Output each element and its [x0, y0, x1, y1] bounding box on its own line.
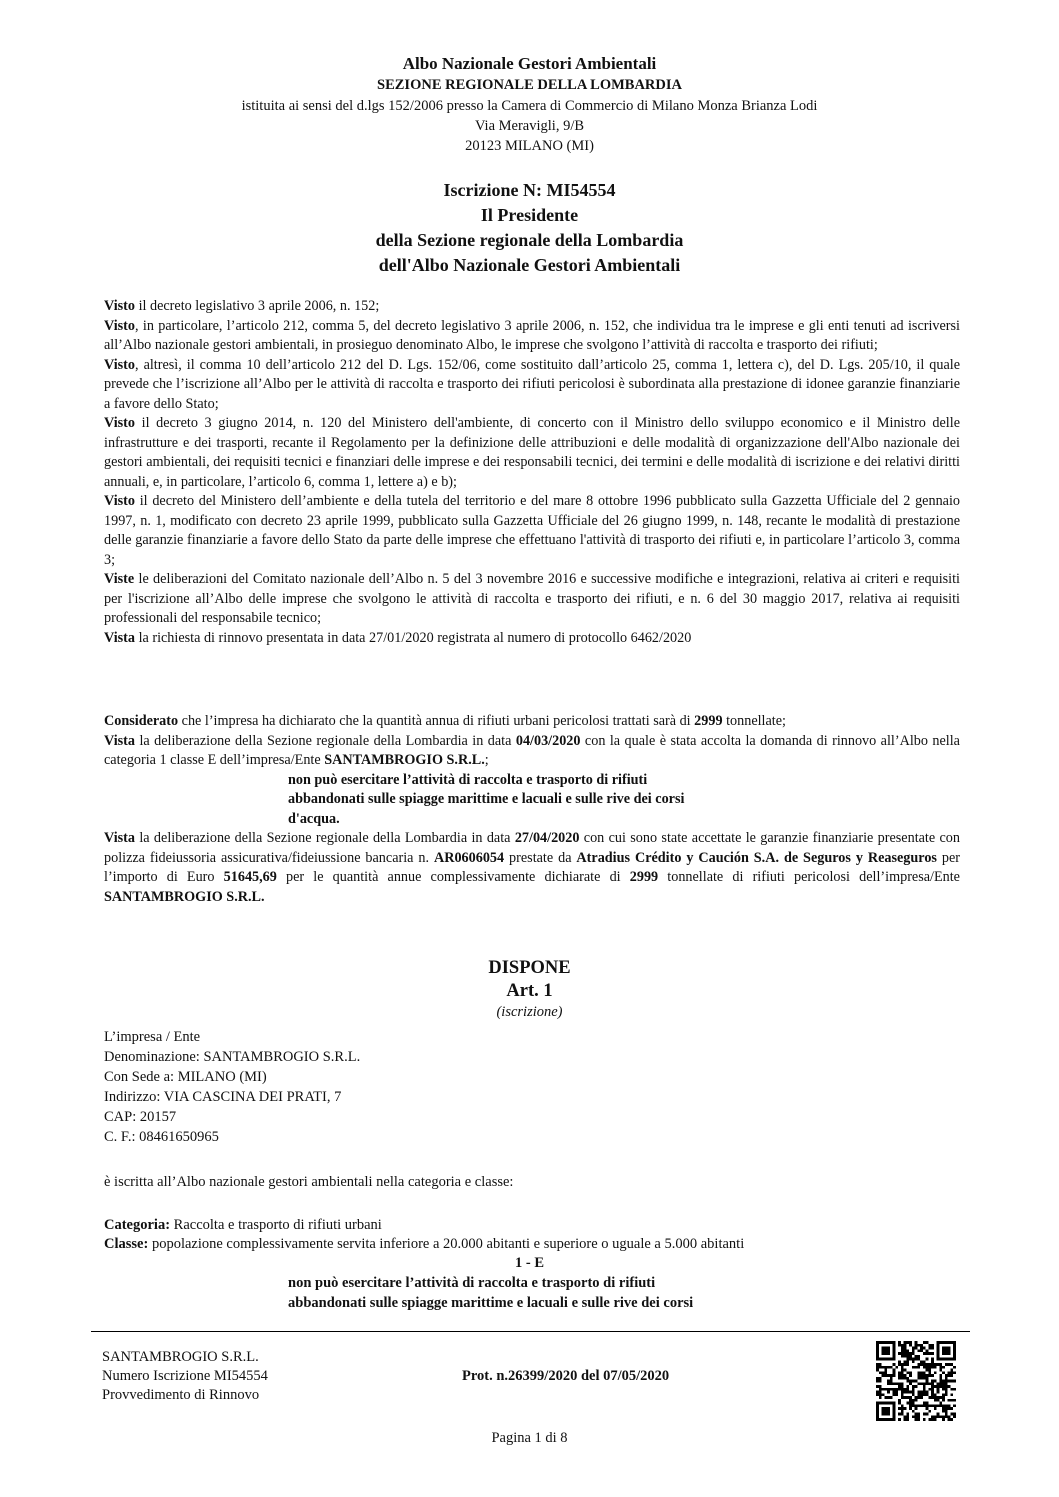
albo-title: dell'Albo Nazionale Gestori Ambientali: [378, 255, 681, 275]
classe-line: Classe: popolazione complessivamente servita inferiore a 20.000 abitanti e superiore o uguale a 5.000 abitanti: [104, 1236, 745, 1252]
company-name: Denominazione: SANTAMBROGIO S.R.L.: [104, 1049, 361, 1065]
article-heading: Art. 1: [506, 981, 553, 1001]
page-number: Pagina 1 di 8: [491, 1430, 568, 1446]
article-subtitle: (iscrizione): [496, 1004, 563, 1020]
restriction-line-2: abbandonati sulle spiagge marittime e lacuali e sulle rive dei corsi: [288, 791, 685, 807]
footer-number: Numero Iscrizione MI54554: [102, 1368, 268, 1384]
address-line-1: Via Meravigli, 9/B: [474, 118, 585, 134]
footer-company: SANTAMBROGIO S.R.L.: [102, 1349, 259, 1365]
restriction-line-1: non può esercitare l’attività di raccolta e trasporto di rifiuti: [288, 771, 648, 788]
vista-garanzie-paragraph: Vista la deliberazione della Sezione regionale della Lombardia in data 27/04/2020 con cui sono state accettate le garanzie finanziarie presentate con polizza fideiussoria assicurativa/fideiussione bancaria n. AR0606054 prestate da Atradius Crédito y Caución S.A. de Seguros y Reaseguros per l’importo di Euro 51645,69 per le quantità annue complessivamente dichiarate di 2999 tonnellate di rifiuti pericolosi dell’impresa/Ente SANTAMBROGIO S.R.L.: [104, 830, 960, 905]
premise-3: Visto, altresì, il comma 10 dell’articolo 212 del D. Lgs. 152/06, come sostituito dall’articolo 25, comma 1, lettera c), del D. Lgs. 205/10, il quale prevede che l’iscrizione all’Albo per le attività di raccolta e trasporto dei rifiuti pericolosi è subordinata alla prestazione di idonee garanzie finanziarie a favore dello Stato;: [104, 356, 960, 412]
company-seat: Con Sede a: MILANO (MI): [104, 1069, 267, 1085]
footer-type: Provvedimento di Rinnovo: [102, 1387, 260, 1403]
company-cf: C. F.: 08461650965: [104, 1129, 219, 1145]
premise-7: Vista la richiesta di rinnovo presentata in data 27/01/2020 registrata al numero di protocollo 6462/2020: [104, 629, 692, 646]
president-title: Il Presidente: [480, 205, 579, 225]
premises: [104, 297, 960, 648]
decision-block: [104, 712, 960, 907]
org-name: Albo Nazionale Gestori Ambientali: [402, 54, 657, 73]
restriction2-line-1: non può esercitare l’attività di raccolta e trasporto di rifiuti: [288, 1275, 656, 1291]
considerato-paragraph: Considerato che l’impresa ha dichiarato che la quantità annua di rifiuti urbani pericolosi trattati sarà di 2999 tonnellate;: [104, 713, 786, 729]
premise-1: Visto il decreto legislativo 3 aprile 2006, n. 152;: [104, 298, 380, 314]
restriction2-line-2: abbandonati sulle spiagge marittime e lacuali e sulle rive dei corsi: [288, 1295, 694, 1311]
address-line-2: 20123 MILANO (MI): [465, 138, 594, 154]
qr-code-icon: [876, 1341, 956, 1421]
restriction-line-3: d'acqua.: [288, 810, 340, 827]
categoria-line: Categoria: Raccolta e trasporto di rifiuti urbani: [104, 1217, 382, 1233]
premise-5: Visto il decreto del Ministero dell’ambiente e della tutela del territorio e del mare 8 ottobre 1996 pubblicato sulla Gazzetta Ufficiale del 2 gennaio 1997, n. 1, modificato con decreto 23 aprile 1999, pubblicato sulla Gazzetta Ufficiale del 26 giugno 1999, n. 148, recante le modalità di prestazione delle garanzie finanziarie a favore dello Stato da parte delle imprese che effettuano l'attività di trasporto dei rifiuti e, in particolare l’articolo 3, comma 3;: [104, 493, 960, 568]
class-code: 1 - E: [515, 1255, 544, 1271]
section-name: SEZIONE REGIONALE DELLA LOMBARDIA: [377, 77, 682, 93]
company-address: Indirizzo: VIA CASCINA DEI PRATI, 7: [104, 1089, 342, 1105]
section-title: della Sezione regionale della Lombardia: [375, 230, 684, 250]
enrolled-text: è iscritta all’Albo nazionale gestori ambientali nella categoria e classe:: [104, 1174, 514, 1190]
footer-divider: [91, 1331, 970, 1332]
premise-6: Viste le deliberazioni del Comitato nazionale dell’Albo n. 5 del 3 novembre 2016 e successive modifiche e integrazioni, relativa ai criteri e requisiti per l'iscrizione all’Albo delle imprese che svolgono le attività di raccolta e trasporto dei rifiuti, e n. 6 del 30 maggio 2017, relativa ai requisiti professionali del responsabile tecnico;: [104, 571, 960, 626]
dispone-heading: DISPONE: [488, 958, 571, 978]
registration-number: Iscrizione N: MI54554: [443, 180, 616, 200]
footer-protocol: Prot. n.26399/2020 del 07/05/2020: [462, 1368, 670, 1384]
vista-deliberazione-paragraph: Vista la deliberazione della Sezione regionale della Lombardia in data 04/03/2020 con la quale è stata accolta la domanda di rinnovo all’Albo nella categoria 1 classe E dell’impresa/Ente SANTAMBROGIO S.R.L.;: [104, 732, 960, 768]
premise-2: Visto, in particolare, l’articolo 212, comma 5, del decreto legislativo 3 aprile 2006, n. 152, che individua tra le imprese e gli enti tenuti ad iscriversi all’Albo nazionale gestori ambientali, in prosieguo denominato Albo, le imprese che svolgono l’attività di raccolta e trasporto dei rifiuti;: [104, 317, 960, 353]
company-intro: L’impresa / Ente: [104, 1029, 201, 1045]
instituted-text: istituita ai sensi del d.lgs 152/2006 presso la Camera di Commercio di Milano Monza Brianza Lodi: [241, 98, 818, 114]
company-cap: CAP: 20157: [104, 1109, 177, 1125]
premise-4: Visto il decreto 3 giugno 2014, n. 120 del Ministero dell'ambiente, di concerto con il Ministro dello sviluppo economico e il Ministro delle infrastrutture e dei trasporti, recante il Regolamento per la definizione delle attribuzioni e delle modalità di organizzazione dell'Albo nazionale dei gestori ambientali, dei requisiti tecnici e finanziari delle imprese e dei responsabili tecnici, dei termini e delle modalità di iscrizione e dei relativi diritti annuali, e, in particolare, l’articolo 6, comma 1, lettere a) e b);: [104, 415, 960, 490]
